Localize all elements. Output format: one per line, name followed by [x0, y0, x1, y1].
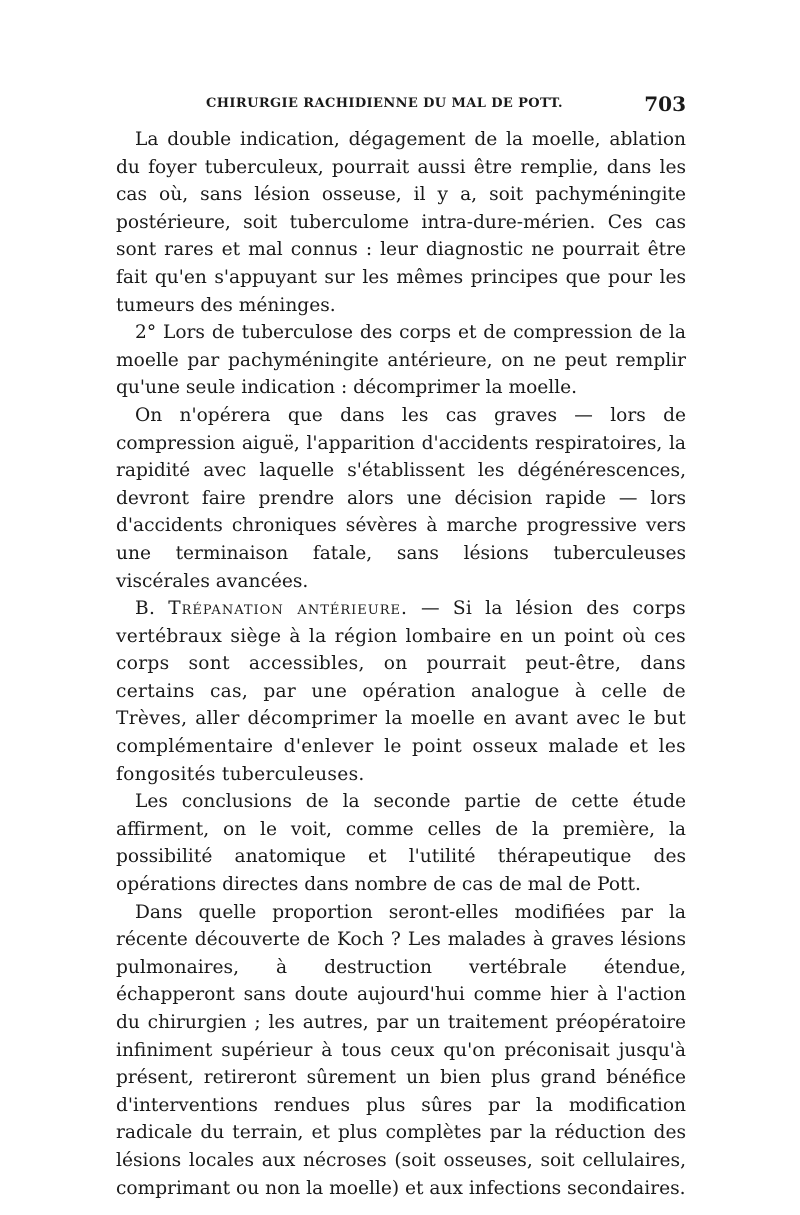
body-text [116, 126, 686, 1202]
paragraph-grave-cases: On n'opérera que dans les cas graves — lors de compression aiguë, l'apparition d'accidents respiratoires, la rapidité avec laquelle s'établissent les dégénérescences, devront faire prendre alors une décision rapide — lors d'accidents chroniques sévères à marche progressive vers une terminaison fatale, sans lésions tuberculeuses viscérales avancées. [116, 404, 686, 592]
section-b-paragraph [116, 595, 686, 788]
paragraph-double-indication: La double indication, dégagement de la moelle, ablation du foyer tuberculeux, pourrait aussi être remplie, dans les cas où, sans lésion osseuse, il y a, soit pachyméningite postérieure, soit tuberculome intra-dure-mérien. Ces cas sont rares et mal connus : leur diagnostic ne pourrait être fait qu'en s'appuyant sur les mêmes principes que pour les tumeurs des méninges. [116, 129, 686, 316]
running-head [118, 92, 686, 120]
section-b-text: — Si la lésion des corps vertébraux siège à la région lombaire en un point où ces corps sont accessibles, on pourrait peut-être, dans certains cas, par une opération analogue à celle de Trèves, aller décomprimer la moelle en avant avec le but complémentaire d'enlever le point osseux malade et les fongosités tuberculeuses. [116, 598, 687, 785]
running-title: CHIRURGIE RACHIDIENNE DU MAL DE POTT. [206, 96, 563, 111]
section-b-prefix: B. [135, 598, 156, 620]
paragraph-second-case: 2° Lors de tuberculose des corps et de compression de la moelle par pachyméningite antérieure, on ne peut remplir qu'une seule indication : décomprimer la moelle. [116, 322, 686, 399]
paragraph-conclusions: Les conclusions de la seconde partie de cette étude affirment, on le voit, comme celles de la première, la possibilité anatomique et l'utilité thérapeutique des opérations directes dans nombre de cas de mal de Pott. [116, 791, 686, 896]
page-number: 703 [644, 92, 686, 116]
paragraph-koch-discovery: Dans quelle proportion seront-elles modifiées par la récente découverte de Koch ? Les malades à graves lésions pulmonaires, à destruction vertébrale étendue, échapperont sans doute aujourd'hui comme hier à l'action du chirurgien ; les autres, par un traitement préopératoire infiniment supérieur à tous ceux qu'on préconisait jusqu'à présent, retireront sûrement un bien plus grand bénéfice d'interventions rendues plus sûres par la modification radicale du terrain, et plus complètes par la réduction des lésions locales aux nécroses (soit osseuses, soit cellulaires, comprimant ou non la moelle) et aux infections secondaires. [116, 901, 686, 1199]
section-b-title: Trépanation antérieure. [168, 598, 408, 620]
